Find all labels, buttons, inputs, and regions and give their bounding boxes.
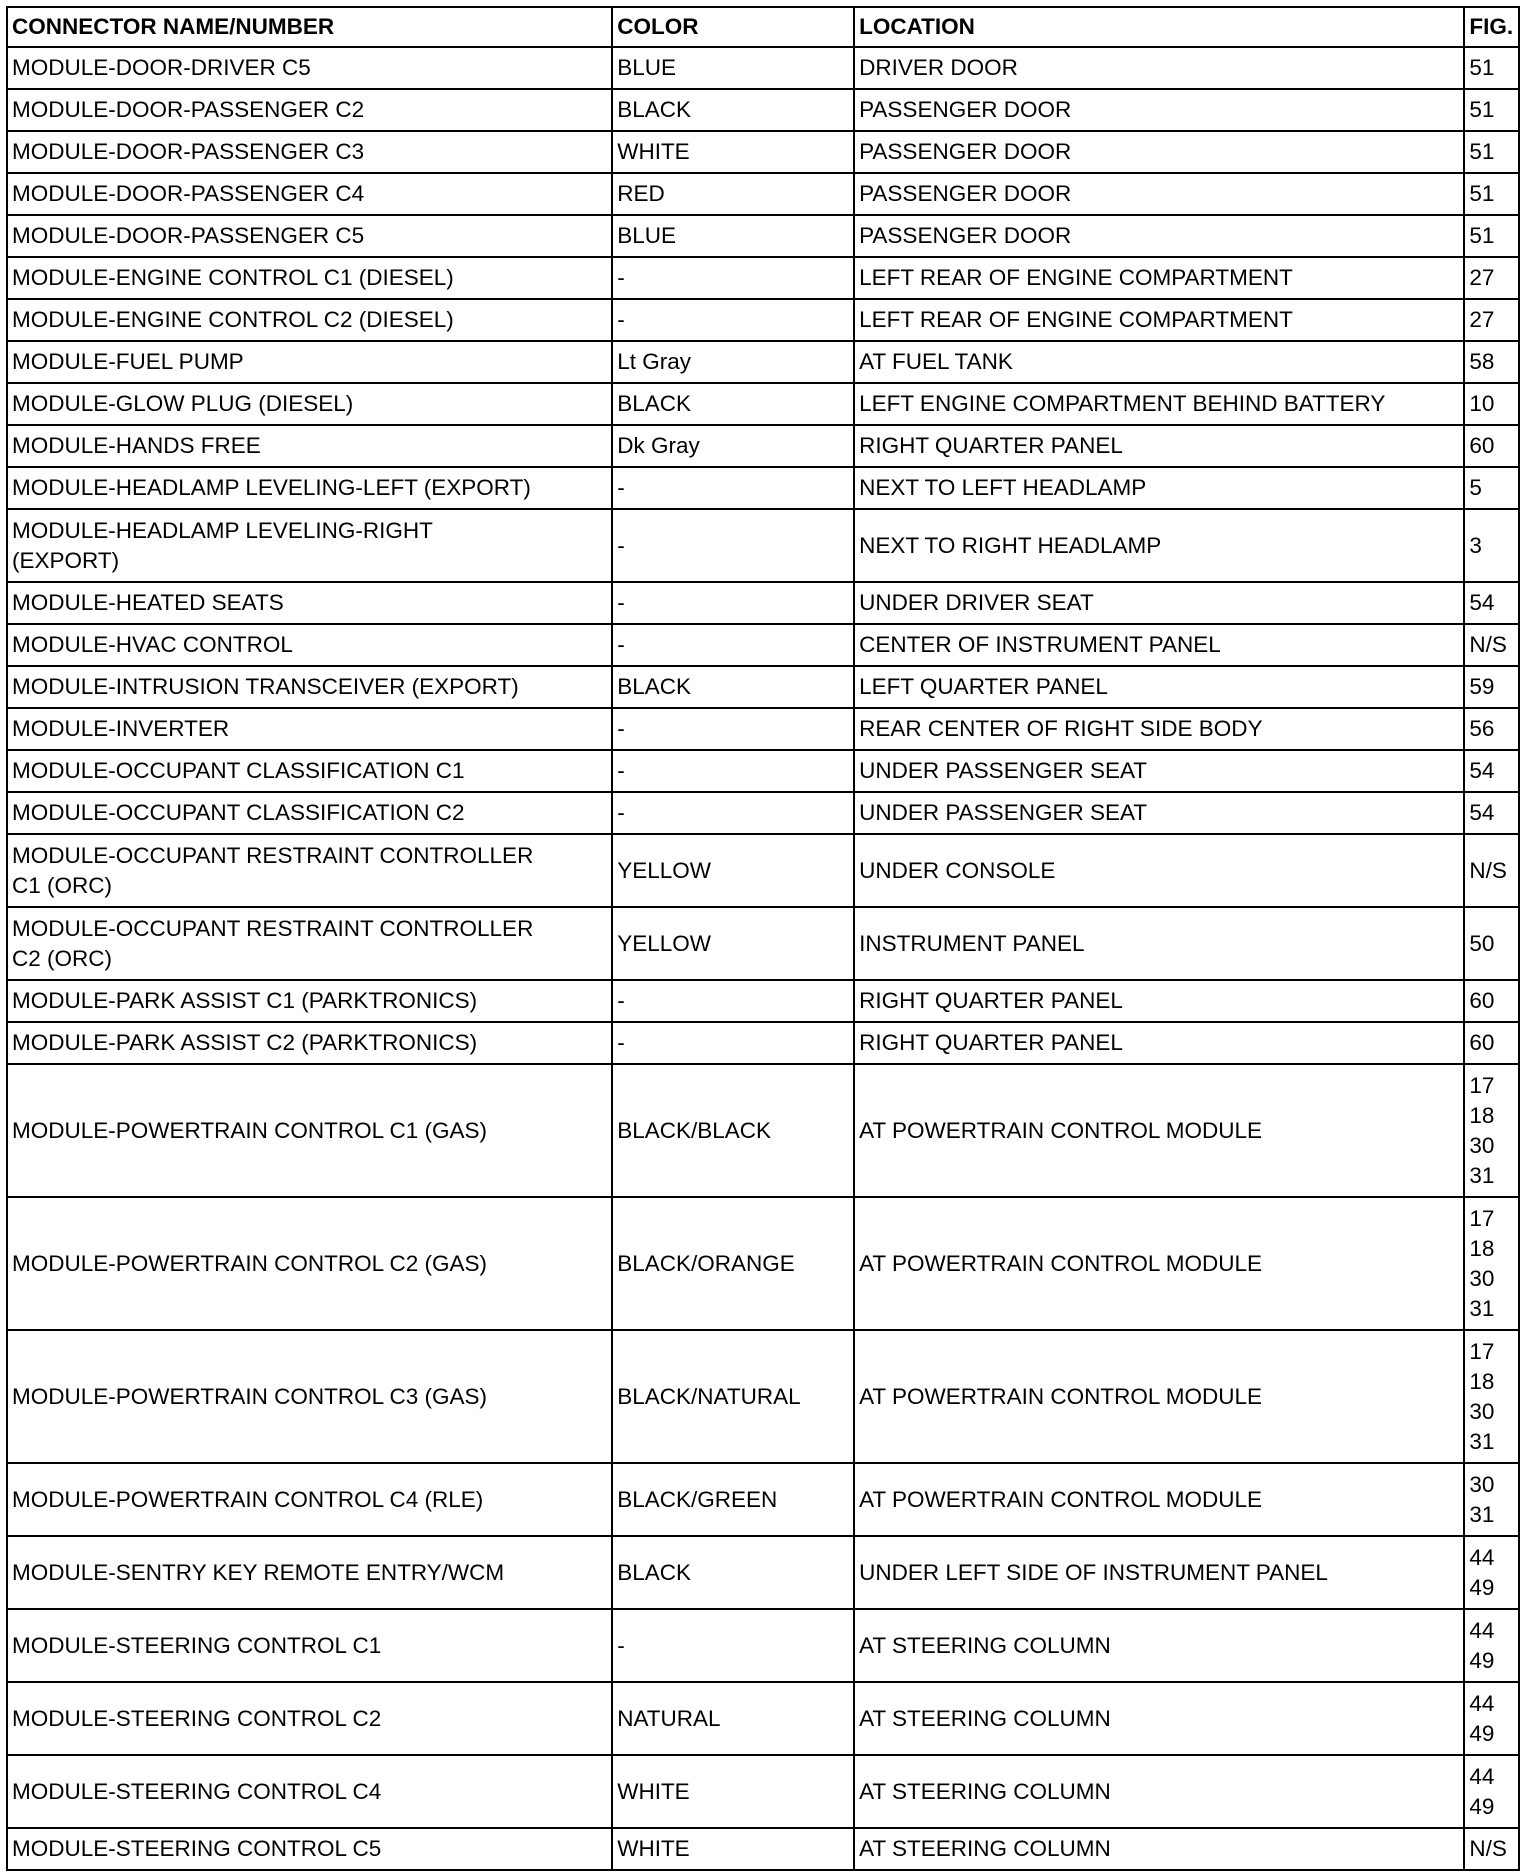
table-row (7, 47, 1519, 89)
cell-location: AT STEERING COLUMN (854, 1682, 1464, 1755)
table-row (7, 907, 1519, 980)
table-row (7, 257, 1519, 299)
table-row (7, 708, 1519, 750)
cell-name: MODULE-ENGINE CONTROL C1 (DIESEL) (7, 257, 612, 299)
cell-location: PASSENGER DOOR (854, 173, 1464, 215)
cell-location: DRIVER DOOR (854, 47, 1464, 89)
cell-name: MODULE-HEADLAMP LEVELING-LEFT (EXPORT) (7, 467, 612, 509)
cell-color: BLACK/NATURAL (612, 1330, 854, 1463)
table-row (7, 1609, 1519, 1682)
cell-fig: 59 (1464, 666, 1519, 708)
table-row (7, 750, 1519, 792)
table-row (7, 1536, 1519, 1609)
cell-name: MODULE-PARK ASSIST C2 (PARKTRONICS) (7, 1022, 612, 1064)
cell-location: UNDER DRIVER SEAT (854, 582, 1464, 624)
cell-name: MODULE-STEERING CONTROL C4 (7, 1755, 612, 1828)
table-row (7, 980, 1519, 1022)
cell-fig: 17 18 30 31 (1464, 1197, 1519, 1330)
cell-color: - (612, 708, 854, 750)
table-row (7, 834, 1519, 907)
cell-name: MODULE-HEADLAMP LEVELING-RIGHT (EXPORT) (7, 509, 612, 582)
table-row (7, 792, 1519, 834)
cell-location: AT POWERTRAIN CONTROL MODULE (854, 1064, 1464, 1197)
cell-color: NATURAL (612, 1682, 854, 1755)
table-row (7, 383, 1519, 425)
cell-color: WHITE (612, 1755, 854, 1828)
cell-color: - (612, 582, 854, 624)
cell-location: REAR CENTER OF RIGHT SIDE BODY (854, 708, 1464, 750)
cell-location: INSTRUMENT PANEL (854, 907, 1464, 980)
cell-location: AT STEERING COLUMN (854, 1609, 1464, 1682)
cell-location: PASSENGER DOOR (854, 89, 1464, 131)
table-row (7, 1064, 1519, 1197)
cell-location: AT FUEL TANK (854, 341, 1464, 383)
cell-color: BLACK/BLACK (612, 1064, 854, 1197)
cell-location: PASSENGER DOOR (854, 131, 1464, 173)
cell-color: BLACK (612, 89, 854, 131)
cell-name: MODULE-POWERTRAIN CONTROL C2 (GAS) (7, 1197, 612, 1330)
cell-location: NEXT TO RIGHT HEADLAMP (854, 509, 1464, 582)
table-row (7, 299, 1519, 341)
cell-color: BLACK (612, 1536, 854, 1609)
table-row (7, 1463, 1519, 1536)
cell-fig: 17 18 30 31 (1464, 1064, 1519, 1197)
cell-location: AT POWERTRAIN CONTROL MODULE (854, 1463, 1464, 1536)
cell-fig: 56 (1464, 708, 1519, 750)
cell-name: MODULE-HEATED SEATS (7, 582, 612, 624)
cell-fig: 27 (1464, 257, 1519, 299)
cell-fig: 5 (1464, 467, 1519, 509)
cell-color: YELLOW (612, 907, 854, 980)
cell-color: WHITE (612, 131, 854, 173)
cell-location: UNDER PASSENGER SEAT (854, 750, 1464, 792)
table-row (7, 1022, 1519, 1064)
cell-name: MODULE-INVERTER (7, 708, 612, 750)
cell-location: AT POWERTRAIN CONTROL MODULE (854, 1197, 1464, 1330)
cell-location: LEFT QUARTER PANEL (854, 666, 1464, 708)
cell-location: UNDER CONSOLE (854, 834, 1464, 907)
cell-fig: 51 (1464, 89, 1519, 131)
table-row (7, 89, 1519, 131)
cell-color: BLACK/GREEN (612, 1463, 854, 1536)
cell-fig: 30 31 (1464, 1463, 1519, 1536)
cell-color: WHITE (612, 1828, 854, 1870)
cell-fig: 3 (1464, 509, 1519, 582)
cell-color: BLACK/ORANGE (612, 1197, 854, 1330)
column-header-color: COLOR (612, 7, 854, 47)
cell-name: MODULE-DOOR-PASSENGER C3 (7, 131, 612, 173)
cell-color: BLACK (612, 666, 854, 708)
cell-color: - (612, 792, 854, 834)
cell-location: CENTER OF INSTRUMENT PANEL (854, 624, 1464, 666)
table-row (7, 582, 1519, 624)
cell-fig: 10 (1464, 383, 1519, 425)
cell-fig: 44 49 (1464, 1609, 1519, 1682)
cell-name: MODULE-STEERING CONTROL C5 (7, 1828, 612, 1870)
cell-color: Lt Gray (612, 341, 854, 383)
cell-fig: 50 (1464, 907, 1519, 980)
cell-location: UNDER LEFT SIDE OF INSTRUMENT PANEL (854, 1536, 1464, 1609)
table-row (7, 341, 1519, 383)
cell-location: AT STEERING COLUMN (854, 1755, 1464, 1828)
table-body (7, 47, 1519, 1870)
cell-color: - (612, 509, 854, 582)
column-header-fig: FIG. (1464, 7, 1519, 47)
cell-location: LEFT REAR OF ENGINE COMPARTMENT (854, 257, 1464, 299)
cell-name: MODULE-HVAC CONTROL (7, 624, 612, 666)
table-row (7, 215, 1519, 257)
cell-location: AT POWERTRAIN CONTROL MODULE (854, 1330, 1464, 1463)
table-row (7, 1682, 1519, 1755)
cell-name: MODULE-SENTRY KEY REMOTE ENTRY/WCM (7, 1536, 612, 1609)
cell-fig: 51 (1464, 131, 1519, 173)
table-row (7, 425, 1519, 467)
cell-color: Dk Gray (612, 425, 854, 467)
cell-name: MODULE-POWERTRAIN CONTROL C3 (GAS) (7, 1330, 612, 1463)
connector-table (6, 6, 1520, 1871)
table-row (7, 666, 1519, 708)
cell-fig: N/S (1464, 1828, 1519, 1870)
cell-name: MODULE-GLOW PLUG (DIESEL) (7, 383, 612, 425)
cell-name: MODULE-FUEL PUMP (7, 341, 612, 383)
cell-color: - (612, 1609, 854, 1682)
cell-location: PASSENGER DOOR (854, 215, 1464, 257)
cell-name: MODULE-ENGINE CONTROL C2 (DIESEL) (7, 299, 612, 341)
table-row (7, 1197, 1519, 1330)
cell-fig: 44 49 (1464, 1755, 1519, 1828)
cell-fig: N/S (1464, 834, 1519, 907)
cell-fig: 60 (1464, 425, 1519, 467)
column-header-location: LOCATION (854, 7, 1464, 47)
cell-location: NEXT TO LEFT HEADLAMP (854, 467, 1464, 509)
cell-location: RIGHT QUARTER PANEL (854, 1022, 1464, 1064)
column-header-name: CONNECTOR NAME/NUMBER (7, 7, 612, 47)
cell-name: MODULE-DOOR-PASSENGER C2 (7, 89, 612, 131)
cell-name: MODULE-OCCUPANT RESTRAINT CONTROLLER C1 (ORC) (7, 834, 612, 907)
cell-color: BLUE (612, 47, 854, 89)
cell-fig: 27 (1464, 299, 1519, 341)
cell-location: RIGHT QUARTER PANEL (854, 425, 1464, 467)
table-row (7, 1828, 1519, 1870)
cell-fig: 60 (1464, 980, 1519, 1022)
cell-fig: 44 49 (1464, 1536, 1519, 1609)
cell-color: - (612, 467, 854, 509)
cell-color: - (612, 257, 854, 299)
cell-name: MODULE-INTRUSION TRANSCEIVER (EXPORT) (7, 666, 612, 708)
cell-name: MODULE-PARK ASSIST C1 (PARKTRONICS) (7, 980, 612, 1022)
cell-location: RIGHT QUARTER PANEL (854, 980, 1464, 1022)
cell-fig: 51 (1464, 215, 1519, 257)
cell-name: MODULE-OCCUPANT CLASSIFICATION C2 (7, 792, 612, 834)
cell-color: - (612, 624, 854, 666)
cell-color: BLACK (612, 383, 854, 425)
table-row (7, 1330, 1519, 1463)
cell-fig: 54 (1464, 582, 1519, 624)
header-row (7, 7, 1519, 47)
cell-location: LEFT REAR OF ENGINE COMPARTMENT (854, 299, 1464, 341)
cell-fig: 44 49 (1464, 1682, 1519, 1755)
cell-name: MODULE-DOOR-DRIVER C5 (7, 47, 612, 89)
cell-fig: 51 (1464, 47, 1519, 89)
table-row (7, 173, 1519, 215)
table-row (7, 624, 1519, 666)
cell-name: MODULE-POWERTRAIN CONTROL C1 (GAS) (7, 1064, 612, 1197)
table-row (7, 509, 1519, 582)
cell-fig: 17 18 30 31 (1464, 1330, 1519, 1463)
cell-color: RED (612, 173, 854, 215)
cell-name: MODULE-DOOR-PASSENGER C5 (7, 215, 612, 257)
cell-fig: 58 (1464, 341, 1519, 383)
cell-location: AT STEERING COLUMN (854, 1828, 1464, 1870)
table-row (7, 131, 1519, 173)
cell-name: MODULE-HANDS FREE (7, 425, 612, 467)
table-row (7, 467, 1519, 509)
cell-color: BLUE (612, 215, 854, 257)
cell-name: MODULE-STEERING CONTROL C2 (7, 1682, 612, 1755)
cell-fig: 60 (1464, 1022, 1519, 1064)
cell-name: MODULE-POWERTRAIN CONTROL C4 (RLE) (7, 1463, 612, 1536)
cell-name: MODULE-STEERING CONTROL C1 (7, 1609, 612, 1682)
cell-location: LEFT ENGINE COMPARTMENT BEHIND BATTERY (854, 383, 1464, 425)
cell-fig: N/S (1464, 624, 1519, 666)
cell-fig: 54 (1464, 750, 1519, 792)
cell-fig: 51 (1464, 173, 1519, 215)
cell-fig: 54 (1464, 792, 1519, 834)
cell-color: - (612, 299, 854, 341)
cell-name: MODULE-OCCUPANT CLASSIFICATION C1 (7, 750, 612, 792)
cell-color: - (612, 980, 854, 1022)
cell-color: - (612, 750, 854, 792)
cell-color: - (612, 1022, 854, 1064)
cell-color: YELLOW (612, 834, 854, 907)
cell-name: MODULE-OCCUPANT RESTRAINT CONTROLLER C2 (ORC) (7, 907, 612, 980)
cell-name: MODULE-DOOR-PASSENGER C4 (7, 173, 612, 215)
cell-location: UNDER PASSENGER SEAT (854, 792, 1464, 834)
table-row (7, 1755, 1519, 1828)
